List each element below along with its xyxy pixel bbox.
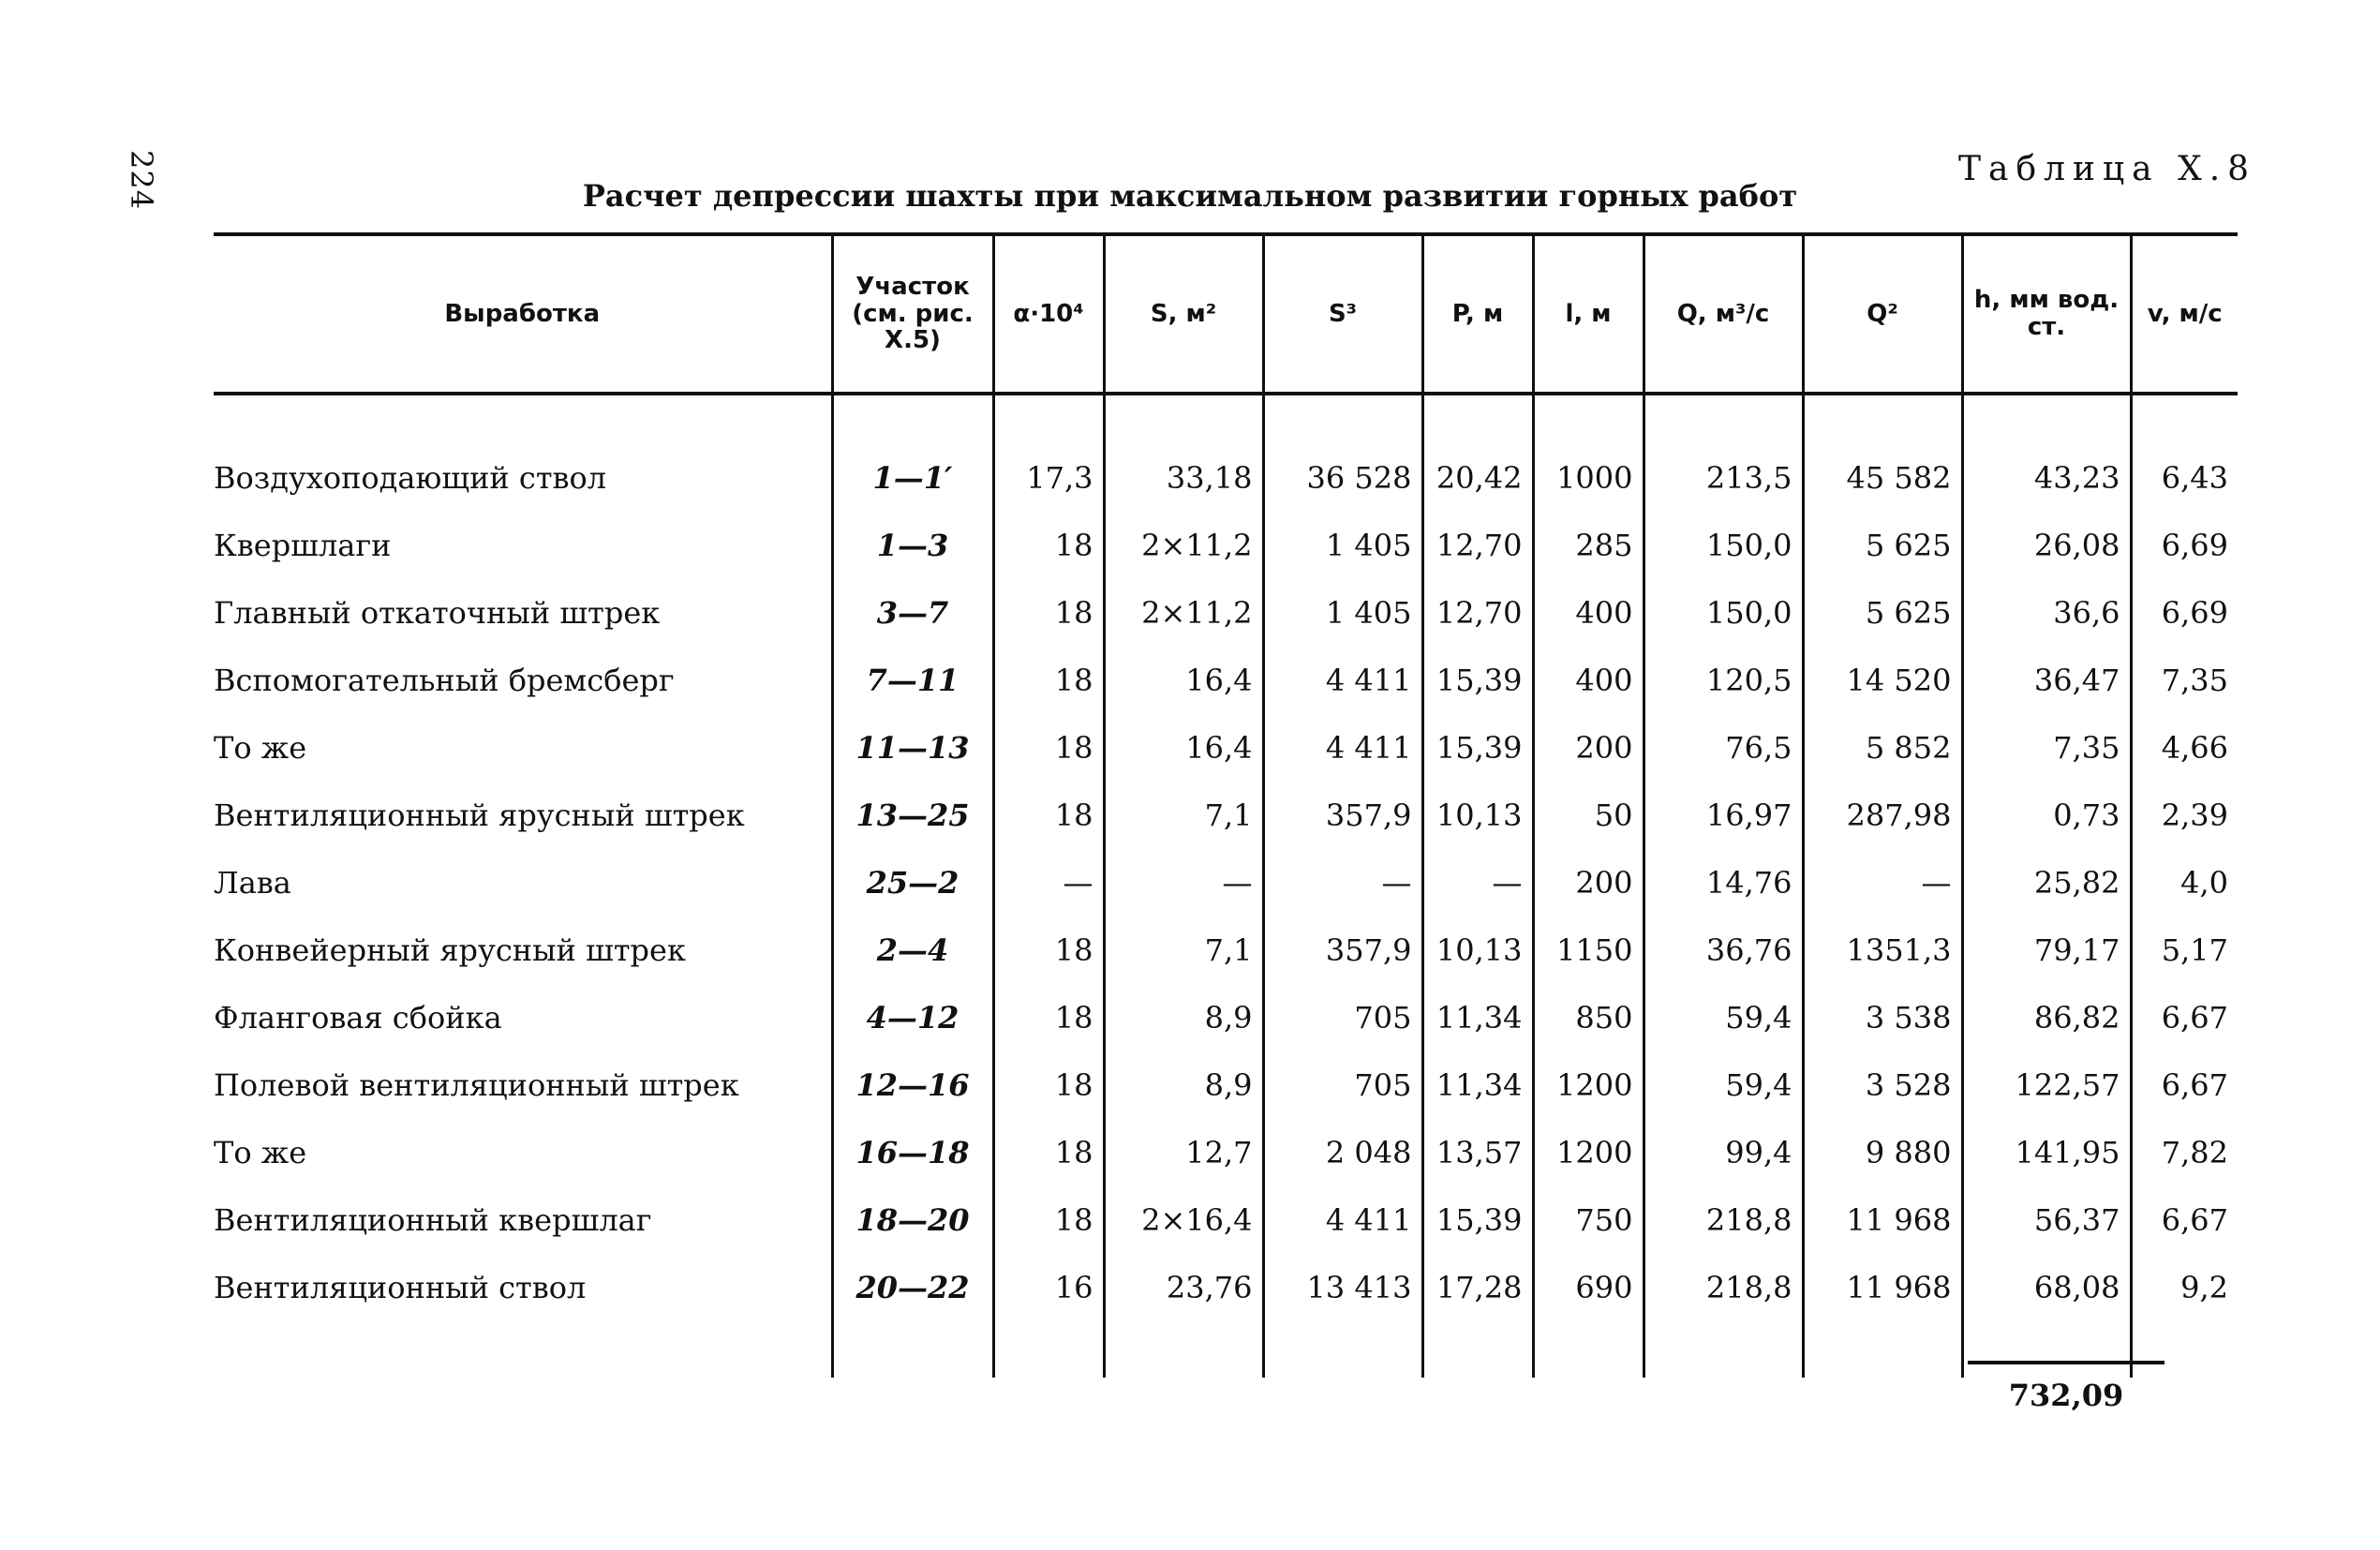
cell-v: 6,67 [2131, 1186, 2238, 1254]
cell-h: 68,08 [1962, 1254, 2131, 1321]
cell-alpha: 18 [993, 1051, 1104, 1119]
cell-section: 7—11 [832, 647, 993, 714]
cell-h: 122,57 [1962, 1051, 2131, 1119]
cell-q: 76,5 [1644, 714, 1803, 782]
cell-l: 400 [1533, 579, 1644, 647]
cell-q2: — [1803, 849, 1962, 917]
table-row [214, 714, 2238, 782]
cell-h: 26,08 [1962, 512, 2131, 579]
spacer-row [214, 394, 2238, 444]
cell-h: 86,82 [1962, 984, 2131, 1051]
cell-s3: 2 048 [1263, 1119, 1422, 1186]
header-row [214, 234, 2238, 394]
cell-l: 1200 [1533, 1119, 1644, 1186]
table-row [214, 984, 2238, 1051]
table-row [214, 579, 2238, 647]
cell-alpha: 18 [993, 1186, 1104, 1254]
spacer-row [214, 1321, 2238, 1378]
cell-l: 1000 [1533, 444, 1644, 512]
cell-q2: 14 520 [1803, 647, 1962, 714]
cell-alpha: 18 [993, 647, 1104, 714]
cell-s3: 1 405 [1263, 512, 1422, 579]
cell-alpha: 18 [993, 917, 1104, 984]
cell-v: 4,0 [2131, 849, 2238, 917]
cell-p: — [1422, 849, 1533, 917]
cell-v: 7,82 [2131, 1119, 2238, 1186]
cell-p: 15,39 [1422, 647, 1533, 714]
cell-q2: 5 625 [1803, 579, 1962, 647]
cell-l: 285 [1533, 512, 1644, 579]
cell-s3: — [1263, 849, 1422, 917]
cell-q2: 5 625 [1803, 512, 1962, 579]
table-row [214, 647, 2238, 714]
cell-section: 20—22 [832, 1254, 993, 1321]
cell-alpha: 18 [993, 512, 1104, 579]
cell-p: 10,13 [1422, 917, 1533, 984]
table-label: Таблица X.8 [1958, 150, 2257, 188]
cell-p: 15,39 [1422, 1186, 1533, 1254]
cell-p: 12,70 [1422, 512, 1533, 579]
cell-v: 2,39 [2131, 782, 2238, 849]
cell-section: 25—2 [832, 849, 993, 917]
cell-p: 20,42 [1422, 444, 1533, 512]
cell-q: 120,5 [1644, 647, 1803, 714]
cell-section: 11—13 [832, 714, 993, 782]
cell-s: 8,9 [1104, 984, 1263, 1051]
header-section: Участок (см. рис. X.5) [832, 234, 993, 394]
cell-s3: 4 411 [1263, 647, 1422, 714]
cell-l: 750 [1533, 1186, 1644, 1254]
header-v: v, м/с [2131, 234, 2238, 394]
cell-h: 43,23 [1962, 444, 2131, 512]
cell-s3: 1 405 [1263, 579, 1422, 647]
cell-v: 6,67 [2131, 984, 2238, 1051]
cell-section: 2—4 [832, 917, 993, 984]
cell-section: 16—18 [832, 1119, 993, 1186]
cell-s3: 357,9 [1263, 782, 1422, 849]
cell-s3: 357,9 [1263, 917, 1422, 984]
cell-p: 15,39 [1422, 714, 1533, 782]
cell-name: То же [214, 1135, 307, 1170]
table-row [214, 1051, 2238, 1119]
cell-q2: 11 968 [1803, 1186, 1962, 1254]
cell-q: 36,76 [1644, 917, 1803, 984]
cell-h: 7,35 [1962, 714, 2131, 782]
table-row [214, 512, 2238, 579]
table-title: Расчет депрессии шахты при максимальном развитии горных работ [582, 178, 1798, 214]
cell-s: 23,76 [1104, 1254, 1263, 1321]
cell-name: То же [214, 730, 307, 766]
total-rule [1968, 1361, 2164, 1364]
cell-name: Лава [214, 865, 291, 901]
cell-s: 2×11,2 [1104, 512, 1263, 579]
cell-s: 16,4 [1104, 714, 1263, 782]
cell-v: 7,35 [2131, 647, 2238, 714]
cell-p: 12,70 [1422, 579, 1533, 647]
cell-name: Вспомогательный бремсберг [214, 663, 675, 698]
cell-l: 850 [1533, 984, 1644, 1051]
cell-q: 213,5 [1644, 444, 1803, 512]
cell-h: 141,95 [1962, 1119, 2131, 1186]
cell-p: 10,13 [1422, 782, 1533, 849]
cell-v: 6,69 [2131, 512, 2238, 579]
cell-s: 8,9 [1104, 1051, 1263, 1119]
table-row [214, 1186, 2238, 1254]
table-row [214, 1254, 2238, 1321]
cell-section: 13—25 [832, 782, 993, 849]
cell-s: 7,1 [1104, 917, 1263, 984]
cell-section: 1—1′ [832, 444, 993, 512]
cell-name: Вентиляционный квершлаг [214, 1202, 652, 1238]
cell-q2: 3 528 [1803, 1051, 1962, 1119]
cell-s: — [1104, 849, 1263, 917]
cell-q: 150,0 [1644, 579, 1803, 647]
cell-section: 3—7 [832, 579, 993, 647]
cell-name: Главный откаточный штрек [214, 595, 661, 631]
header-q: Q, м³/с [1644, 234, 1803, 394]
cell-s3: 36 528 [1263, 444, 1422, 512]
cell-q: 150,0 [1644, 512, 1803, 579]
cell-alpha: 16 [993, 1254, 1104, 1321]
cell-section: 1—3 [832, 512, 993, 579]
cell-section: 18—20 [832, 1186, 993, 1254]
cell-h: 36,6 [1962, 579, 2131, 647]
cell-s: 7,1 [1104, 782, 1263, 849]
cell-alpha: 18 [993, 984, 1104, 1051]
cell-name: Воздухоподающий ствол [214, 460, 607, 496]
cell-s3: 4 411 [1263, 714, 1422, 782]
cell-l: 200 [1533, 714, 1644, 782]
header-p: P, м [1422, 234, 1533, 394]
cell-alpha: 17,3 [993, 444, 1104, 512]
cell-l: 400 [1533, 647, 1644, 714]
cell-section: 12—16 [832, 1051, 993, 1119]
cell-q: 59,4 [1644, 984, 1803, 1051]
cell-name: Вентиляционный ствол [214, 1270, 587, 1305]
cell-h: 56,37 [1962, 1186, 2131, 1254]
cell-q: 16,97 [1644, 782, 1803, 849]
cell-l: 50 [1533, 782, 1644, 849]
header-s3: S³ [1263, 234, 1422, 394]
header-h: h, мм вод. ст. [1962, 234, 2131, 394]
cell-h: 79,17 [1962, 917, 2131, 984]
cell-name: Вентиляционный ярусный штрек [214, 797, 745, 833]
cell-s: 33,18 [1104, 444, 1263, 512]
header-q2: Q² [1803, 234, 1962, 394]
cell-q2: 3 538 [1803, 984, 1962, 1051]
cell-alpha: 18 [993, 782, 1104, 849]
cell-v: 9,2 [2131, 1254, 2238, 1321]
cell-name: Фланговая сбойка [214, 1000, 502, 1036]
page-number: 224 [124, 150, 159, 211]
cell-l: 1150 [1533, 917, 1644, 984]
table-row [214, 1119, 2238, 1186]
cell-q2: 9 880 [1803, 1119, 1962, 1186]
cell-q2: 45 582 [1803, 444, 1962, 512]
cell-q2: 287,98 [1803, 782, 1962, 849]
cell-alpha: — [993, 849, 1104, 917]
cell-s: 16,4 [1104, 647, 1263, 714]
cell-p: 11,34 [1422, 984, 1533, 1051]
cell-q: 59,4 [1644, 1051, 1803, 1119]
header-l: l, м [1533, 234, 1644, 394]
header-alpha: α·10⁴ [993, 234, 1104, 394]
cell-v: 4,66 [2131, 714, 2238, 782]
cell-s: 2×11,2 [1104, 579, 1263, 647]
cell-alpha: 18 [993, 579, 1104, 647]
depression-table [214, 232, 2238, 1378]
cell-q: 14,76 [1644, 849, 1803, 917]
cell-p: 13,57 [1422, 1119, 1533, 1186]
cell-h: 0,73 [1962, 782, 2131, 849]
cell-s3: 705 [1263, 984, 1422, 1051]
cell-q2: 1351,3 [1803, 917, 1962, 984]
cell-s3: 4 411 [1263, 1186, 1422, 1254]
cell-l: 1200 [1533, 1051, 1644, 1119]
cell-p: 17,28 [1422, 1254, 1533, 1321]
cell-v: 5,17 [2131, 917, 2238, 984]
cell-alpha: 18 [993, 1119, 1104, 1186]
cell-q2: 5 852 [1803, 714, 1962, 782]
cell-q: 218,8 [1644, 1186, 1803, 1254]
header-s: S, м² [1104, 234, 1263, 394]
cell-section: 4—12 [832, 984, 993, 1051]
table-row [214, 849, 2238, 917]
cell-p: 11,34 [1422, 1051, 1533, 1119]
cell-q: 99,4 [1644, 1119, 1803, 1186]
cell-name: Полевой вентиляционный штрек [214, 1067, 739, 1103]
cell-alpha: 18 [993, 714, 1104, 782]
table-row [214, 444, 2238, 512]
cell-l: 690 [1533, 1254, 1644, 1321]
cell-h: 36,47 [1962, 647, 2131, 714]
cell-name: Конвейерный ярусный штрек [214, 932, 686, 968]
cell-h: 25,82 [1962, 849, 2131, 917]
cell-s: 2×16,4 [1104, 1186, 1263, 1254]
total-value: 732,09 [2008, 1378, 2124, 1413]
cell-v: 6,69 [2131, 579, 2238, 647]
cell-l: 200 [1533, 849, 1644, 917]
cell-s3: 705 [1263, 1051, 1422, 1119]
cell-s3: 13 413 [1263, 1254, 1422, 1321]
cell-v: 6,43 [2131, 444, 2238, 512]
table-row [214, 917, 2238, 984]
cell-s: 12,7 [1104, 1119, 1263, 1186]
cell-v: 6,67 [2131, 1051, 2238, 1119]
cell-q2: 11 968 [1803, 1254, 1962, 1321]
cell-name: Квершлаги [214, 528, 392, 563]
header-work: Выработка [214, 234, 832, 394]
cell-q: 218,8 [1644, 1254, 1803, 1321]
table-row [214, 782, 2238, 849]
